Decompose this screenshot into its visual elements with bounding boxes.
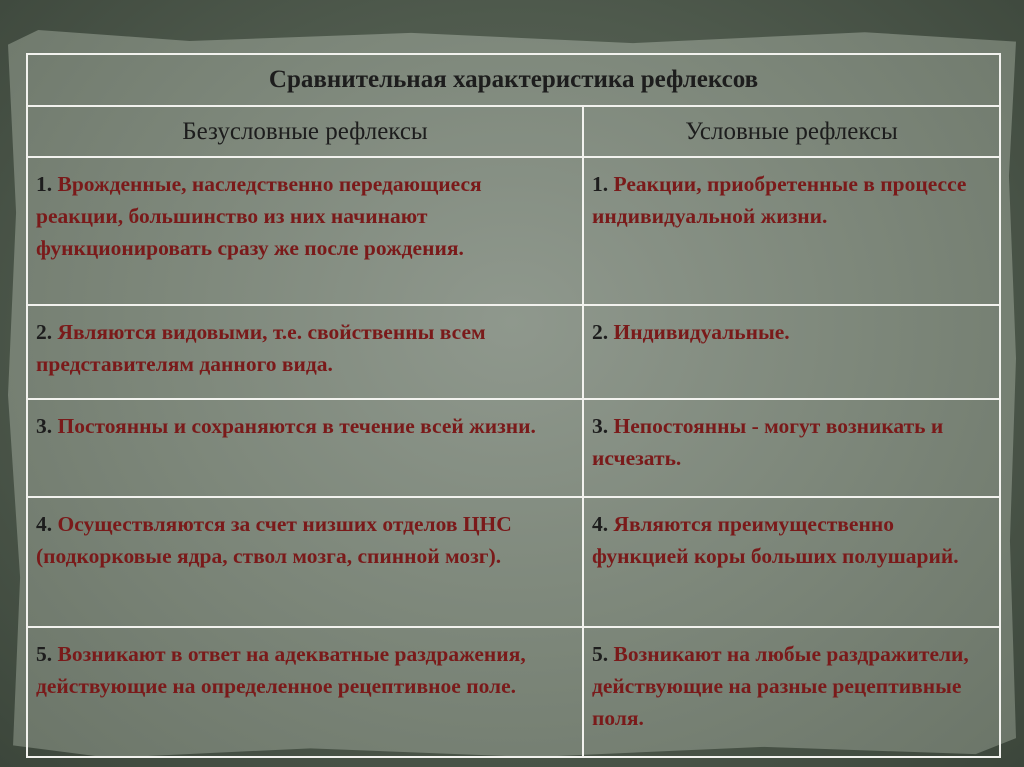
cell-conditioned	[583, 305, 1000, 399]
item-text: Непостоянны - могут возникать и исчезать.	[592, 414, 944, 470]
item-number: 4.	[592, 512, 609, 536]
item-text: Индивидуальные.	[613, 320, 790, 344]
item-number: 5.	[592, 642, 609, 666]
cell-unconditioned	[27, 305, 583, 399]
table-row	[27, 399, 1000, 497]
table-row	[27, 157, 1000, 305]
cell-conditioned	[583, 497, 1000, 627]
cell-unconditioned	[27, 497, 583, 627]
cell-unconditioned	[27, 399, 583, 497]
comparison-table	[26, 53, 1001, 758]
header-conditioned: Условные рефлексы	[583, 106, 1000, 157]
item-number: 5.	[36, 642, 53, 666]
cell-conditioned	[583, 157, 1000, 305]
item-text: Являются видовыми, т.е. свойственны всем представителям данного вида.	[36, 320, 486, 376]
cell-unconditioned	[27, 627, 583, 757]
cell-conditioned	[583, 627, 1000, 757]
item-number: 2.	[592, 320, 609, 344]
item-number: 3.	[592, 414, 609, 438]
table-row	[27, 627, 1000, 757]
item-number: 2.	[36, 320, 53, 344]
item-text: Возникают в ответ на адекватные раздражения, действующие на определенное рецептивное поле.	[36, 642, 526, 698]
item-text: Врожденные, наследственно передающиеся реакции, большинство из них начинают функционировать сразу же после рождения.	[36, 172, 482, 260]
cell-conditioned	[583, 399, 1000, 497]
item-text: Реакции, приобретенные в процессе индивидуальной жизни.	[592, 172, 967, 228]
item-number: 4.	[36, 512, 53, 536]
table-title: Сравнительная характеристика рефлексов	[27, 54, 1000, 106]
table-row	[27, 497, 1000, 627]
table-row	[27, 305, 1000, 399]
item-number: 1.	[36, 172, 53, 196]
header-unconditioned: Безусловные рефлексы	[27, 106, 583, 157]
cell-unconditioned	[27, 157, 583, 305]
item-text: Являются преимущественно функцией коры больших полушарий.	[592, 512, 959, 568]
item-text: Постоянны и сохраняются в течение всей жизни.	[57, 414, 536, 438]
item-number: 3.	[36, 414, 53, 438]
item-text: Возникают на любые раздражители, действующие на разные рецептивные поля.	[592, 642, 969, 730]
item-text: Осуществляются за счет низших отделов ЦНС (подкорковые ядра, ствол мозга, спинной мозг).	[36, 512, 512, 568]
item-number: 1.	[592, 172, 609, 196]
